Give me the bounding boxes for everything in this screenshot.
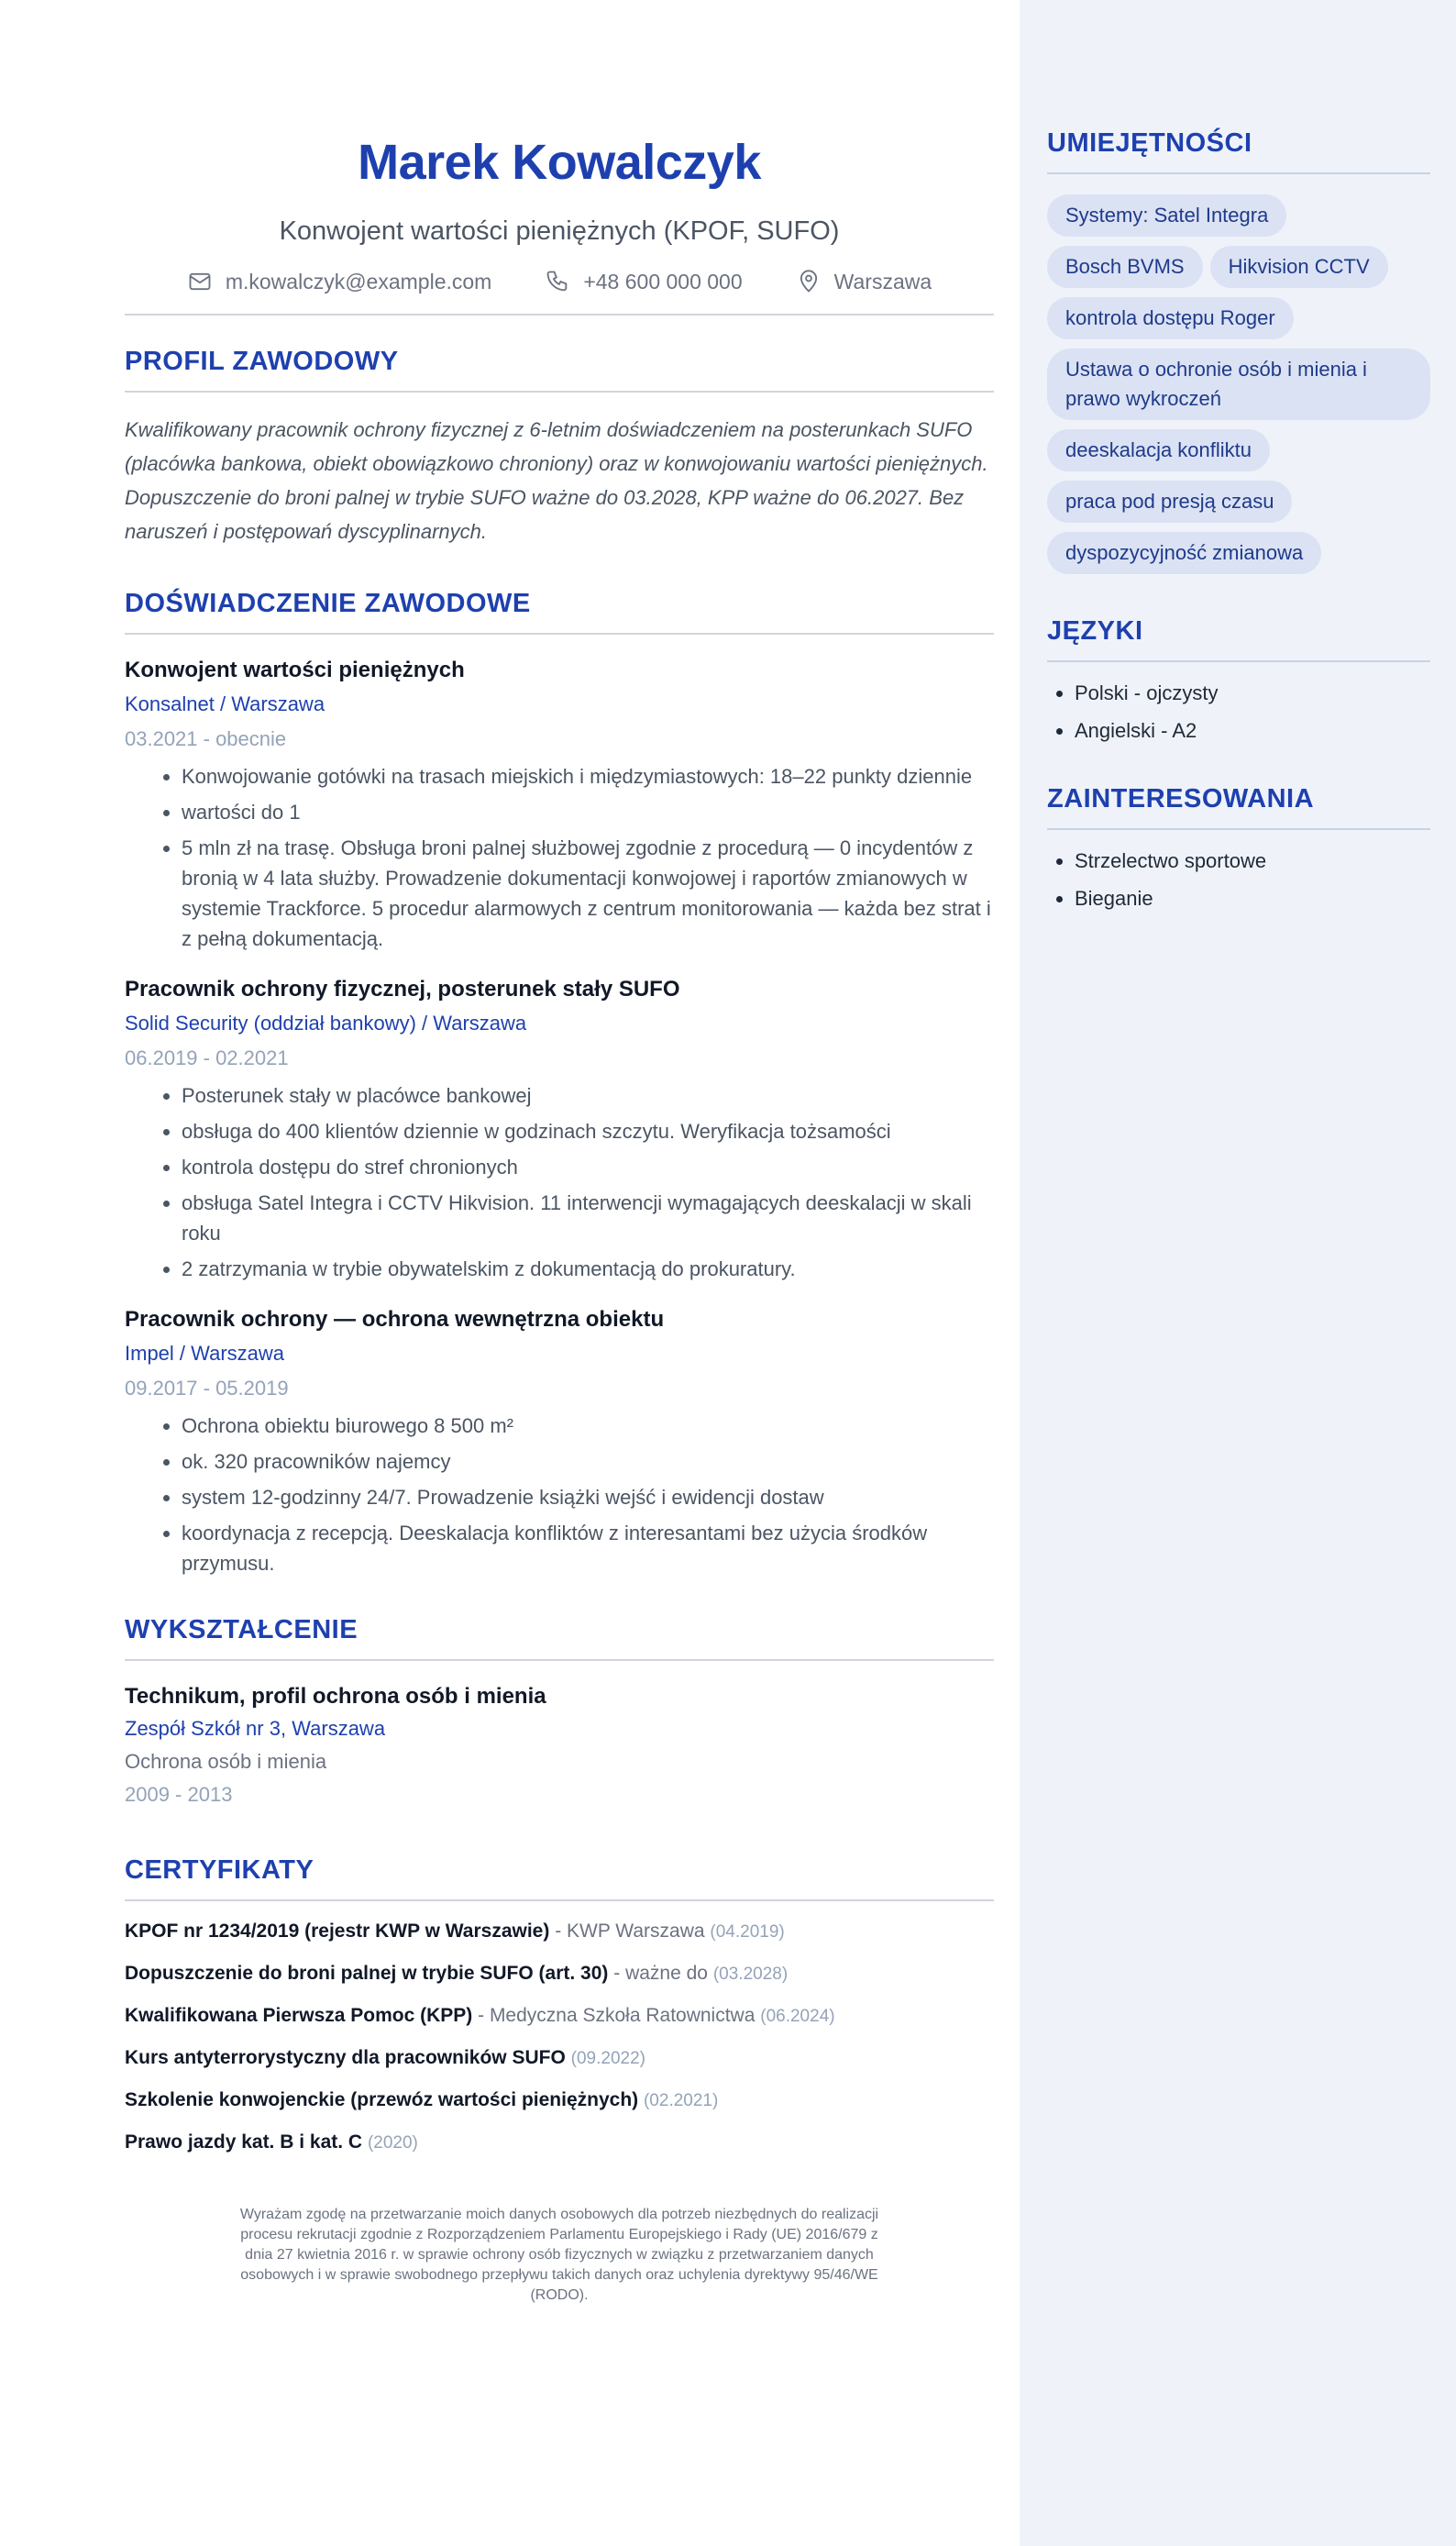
sidebar — [1020, 0, 1456, 2546]
certificate-date: (09.2022) — [570, 2049, 645, 2068]
job-bullet: • 2 zatrzymania w trybie obywatelskim z dokumentacją do prokuratury. — [182, 1254, 994, 1284]
certificate-item — [125, 2129, 994, 2157]
skill-chip: Hikvision CCTV — [1210, 246, 1388, 288]
contact-city — [796, 268, 932, 295]
skill-chip: Systemy: Satel Integra — [1047, 194, 1286, 237]
skills-list — [1047, 194, 1430, 574]
skill-chip: Bosch BVMS — [1047, 246, 1203, 288]
job-company: Impel / Warszawa — [125, 1342, 285, 1365]
certificate-name: KPOF nr 1234/2019 (rejestr KWP w Warszawie) — [125, 1921, 550, 1942]
certificate-date: (2020) — [367, 2133, 418, 2153]
education-section — [125, 1613, 994, 1811]
certificate-name: Dopuszczenie do broni palnej w trybie SUFO (art. 30) — [125, 1963, 609, 1984]
main-column — [125, 0, 994, 2306]
skills-section — [1047, 127, 1430, 574]
phone-text: +48 600 000 000 — [583, 270, 743, 293]
languages-list — [1047, 679, 1430, 746]
mail-icon — [187, 269, 213, 294]
job-company: Solid Security (oddział bankowy) / Warszawa — [125, 1012, 527, 1035]
job-bullet: • system 12-godzinny 24/7. Prowadzenie książki wejść i ewidencji dostaw — [182, 1482, 994, 1512]
job-bullet: • koordynacja z recepcją. Deeskalacja konfliktów z interesantami bez użycia środków przymusu. — [182, 1518, 994, 1578]
interest-item: • Bieganie — [1075, 884, 1430, 913]
certificates-title: CERTYFIKATY — [125, 1854, 994, 1901]
education-entry — [125, 1681, 994, 1811]
languages-title: JĘZYKI — [1047, 614, 1430, 662]
experience-section — [125, 587, 994, 1578]
certificate-date: (06.2024) — [760, 2007, 835, 2026]
job-bullet: • Ochrona obiektu biurowego 8 500 m² — [182, 1411, 994, 1441]
job-title: Konwojent wartości pieniężnych — [125, 658, 465, 682]
job-bullet: • obsługa Satel Integra i CCTV Hikvision. 11 interwencji wymagających deeskalacji w skali roku — [182, 1188, 994, 1248]
language-item: • Polski - ojczysty — [1075, 679, 1430, 708]
language-item: • Angielski - A2 — [1075, 716, 1430, 746]
job-subtitle: Konwojent wartości pieniężnych (KPOF, SUFO) — [279, 216, 840, 246]
certificate-item — [125, 2002, 994, 2031]
phone-icon — [545, 269, 570, 294]
certificate-item — [125, 1918, 994, 1946]
city-text: Warszawa — [833, 270, 932, 293]
education-dates: 2009 - 2013 — [125, 1783, 233, 1806]
certificate-name: Szkolenie konwojenckie (przewóz wartości pieniężnych) — [125, 2089, 639, 2110]
interests-title: ZAINTERESOWANIA — [1047, 782, 1430, 830]
job-bullet: • obsługa do 400 klientów dziennie w godzinach szczytu. Weryfikacja tożsamości — [182, 1116, 994, 1146]
job-bullet: • ok. 320 pracowników najemcy — [182, 1446, 994, 1477]
interests-section — [1047, 782, 1430, 913]
job-bullet: • 5 mln zł na trasę. Obsługa broni palnej służbowej zgodnie z procedurą — 0 incydentów z bronią w 4 lata służby. Prowadzenie dokumentacji konwojowej i raportów zmianowych w systemie Trackforce. 5 procedur alarmowych z centrum monitorowania — każda bez strat i z pełną dokumentacją. — [182, 833, 994, 954]
profile-text: Kwalifikowany pracownik ochrony fizycznej z 6-letnim doświadczeniem na posterunkach SUFO (placówka bankowa, obiekt obowiązkowo chroniony) oraz w konwojowaniu wartości pieniężnych. Dopuszczenie do broni palnej w trybie SUFO ważne do 03.2028, KPP ważne do 06.2027. Bez naruszeń i postępowań dyscyplinarnych. — [125, 418, 988, 543]
job-company: Konsalnet / Warszawa — [125, 692, 325, 715]
job-bullet: • Posterunek stały w placówce bankowej — [182, 1080, 994, 1111]
job-bullets — [125, 1411, 994, 1578]
experience-title: DOŚWIADCZENIE ZAWODOWE — [125, 587, 994, 635]
skill-chip: dyspozycyjność zmianowa — [1047, 532, 1321, 574]
skill-chip: Ustawa o ochronie osób i mienia i prawo wykroczeń — [1047, 349, 1430, 420]
job-title: Pracownik ochrony — ochrona wewnętrzna obiektu — [125, 1307, 665, 1332]
job-dates: 09.2017 - 05.2019 — [125, 1377, 289, 1400]
skills-title: UMIEJĘTNOŚCI — [1047, 127, 1430, 174]
job-entry — [125, 655, 994, 954]
certificate-name: Kwalifikowana Pierwsza Pomoc (KPP) — [125, 2005, 473, 2026]
education-title: WYKSZTAŁCENIE — [125, 1613, 994, 1661]
certificate-name: Kurs antyterrorystyczny dla pracowników SUFO — [125, 2047, 566, 2068]
certificate-item — [125, 1960, 994, 1988]
profile-section — [125, 345, 994, 548]
location-pin-icon — [796, 269, 822, 294]
job-entry — [125, 974, 994, 1284]
interest-item: • Strzelectwo sportowe — [1075, 847, 1430, 876]
certificate-issuer: - ważne do — [608, 1963, 708, 1984]
job-bullet: • Konwojowanie gotówki na trasach miejskich i międzymiastowych: 18–22 punkty dziennie — [182, 761, 994, 791]
certificate-date: (04.2019) — [710, 1922, 785, 1942]
languages-section — [1047, 614, 1430, 746]
gdpr-consent: Wyrażam zgodę na przetwarzanie moich danych osobowych dla potrzeb niezbędnych do realizacji procesu rekrutacji zgodnie z Rozporządzeniem Parlamentu Europejskiego i Rady (UE) 2016/679 z dnia 27 kwietnia 2016 r. w sprawie ochrony osób fizycznych w związku z przetwarzaniem danych osobowych i w sprawie swobodnego przepływu takich danych oraz uchylenia dyrektywy 95/46/WE (RODO). — [239, 2207, 879, 2303]
job-entry — [125, 1304, 994, 1578]
education-degree: Technikum, profil ochrona osób i mienia — [125, 1684, 546, 1709]
certificate-item — [125, 2044, 994, 2073]
certificates-section — [125, 1854, 994, 2157]
certificate-issuer: - Medyczna Szkoła Ratownictwa — [472, 2005, 756, 2026]
certificate-name: Prawo jazdy kat. B i kat. C — [125, 2131, 363, 2153]
certificate-item — [125, 2087, 994, 2115]
email-text: m.kowalczyk@example.com — [225, 270, 492, 293]
skill-chip: praca pod presją czasu — [1047, 481, 1292, 523]
profile-title: PROFIL ZAWODOWY — [125, 345, 994, 393]
job-bullet: • kontrola dostępu do stref chronionych — [182, 1152, 994, 1182]
contact-email[interactable] — [187, 268, 491, 295]
education-field: Ochrona osób i mienia — [125, 1750, 327, 1773]
interests-list — [1047, 847, 1430, 913]
certificate-date: (02.2021) — [643, 2091, 719, 2110]
contact-phone[interactable] — [545, 268, 742, 295]
skill-chip: deeskalacja konfliktu — [1047, 429, 1270, 471]
certificate-issuer: - KWP Warszawa — [549, 1921, 705, 1942]
job-dates: 03.2021 - obecnie — [125, 727, 287, 750]
job-bullet: • wartości do 1 — [182, 797, 994, 827]
job-dates: 06.2019 - 02.2021 — [125, 1046, 289, 1069]
education-school: Zespół Szkół nr 3, Warszawa — [125, 1717, 386, 1740]
candidate-name: Marek Kowalczyk — [358, 135, 761, 190]
certificate-date: (03.2028) — [712, 1965, 789, 1984]
contact-bar — [125, 268, 994, 315]
skill-chip: kontrola dostępu Roger — [1047, 297, 1294, 339]
job-bullets — [125, 761, 994, 954]
job-bullets — [125, 1080, 994, 1284]
certificates-list — [125, 1918, 994, 2157]
job-title: Pracownik ochrony fizycznej, posterunek stały SUFO — [125, 977, 680, 1002]
